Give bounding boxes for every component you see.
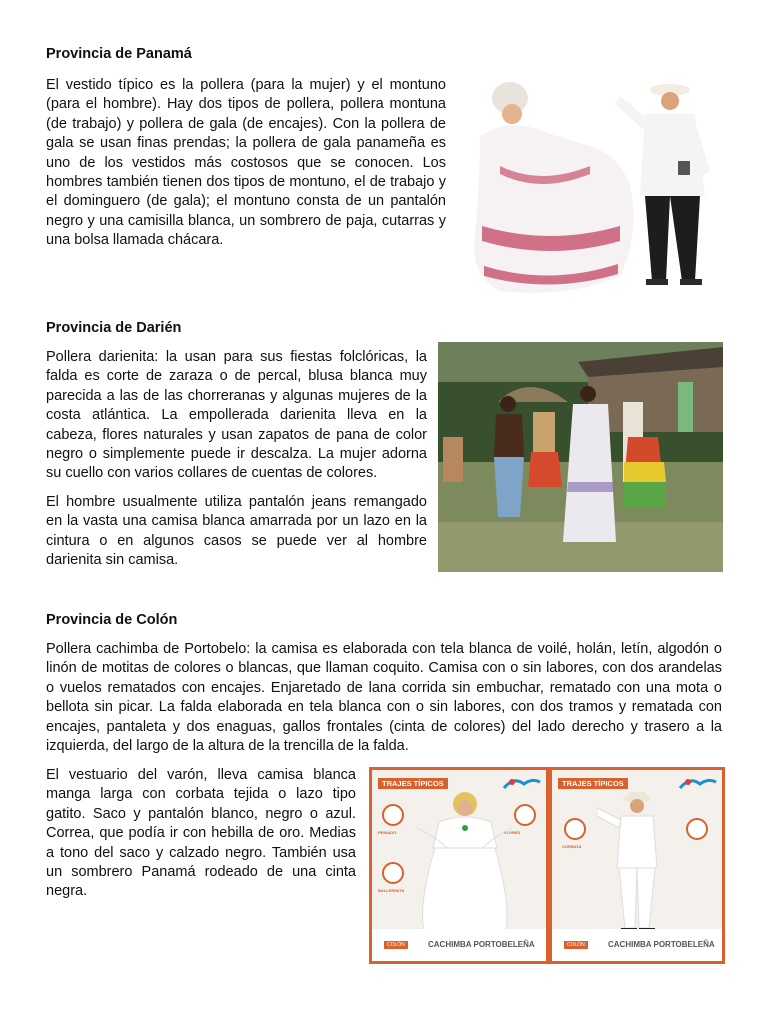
costume-card-woman — [369, 767, 549, 964]
card-header: TRAJES TÍPICOS — [378, 778, 448, 789]
card-footer-label: CACHIMBA PORTOBELEÑA — [428, 940, 535, 949]
woman-figure — [417, 788, 512, 938]
section-title-colon: Provincia de Colón — [46, 612, 178, 628]
panama-dancers-photo — [470, 76, 722, 298]
colon-badge: COLÓN — [384, 941, 408, 949]
detail-circle-tie — [564, 818, 586, 840]
darien-dancers-photo — [438, 342, 723, 572]
colon-paragraph-2: El vestuario del varón, lleva camisa blanca manga larga con corbata tejida o lazo tipo gatito. Saco y pantalón blanco, negro o azul. Correa, que podía ir con hebilla de oro. Medias a tono del saco y calzado negro. También usa un sombrero Panamá rodeado de una cinta negra. — [46, 767, 356, 900]
card-header: TRAJES TÍPICOS — [558, 778, 628, 789]
detail-circle-shoes — [382, 862, 404, 884]
card-footer — [372, 929, 546, 961]
man-figure — [597, 788, 677, 938]
section-title-darien: Provincia de Darién — [46, 320, 182, 336]
costume-card-man — [549, 767, 725, 964]
note-ballerinita: BALLERINITA — [378, 888, 405, 893]
section-title-panama: Provincia de Panamá — [46, 46, 192, 62]
logo-icon — [678, 774, 718, 794]
colon-paragraph-1: Pollera cachimba de Portobelo: la camisa es elaborada con tela blanca de voilé, holán, letín, algodón o linón de motitas de colores o blancas, que llaman coquito. Camisa con o sin labores, con dos arandelas o vuelos rematados con encajes. Enjaretado de lana corrida sin embuchar, rematado con una mota o bellota sin picar. La falda elaborada en tela blanca con o sin labores, con dos tramos y rematada con encajes, pantaleta y dos enaguas, gallos frontales (cinta de colores) del lado derecho y trasero a la izquierda, del largo de la altura de la trencilla de la falda. — [46, 641, 722, 755]
detail-circle-flowers — [514, 804, 536, 826]
darien-paragraph-1: Pollera darienita: la usan para sus fiestas folclóricas, la falda es corte de zaraza o de percal, blusa blanca muy parecida a las de las chorreranas y algunas mujeres de la costa atlántica. La empollerada darienita lleva en la cabeza, flores naturales y usan zapatos de pana de color negro o simplemente puede ir descalza. La mujer adorna su cuello con varios collares de cuentas de colores. — [46, 349, 427, 482]
note-corbata: CORBATA — [562, 844, 582, 849]
darien-paragraph-2: El hombre usualmente utiliza pantalón jeans remangado en la vasta una camisa blanca amarrada por un lazo en la cintura o en algunos casos se puede ver al hombre darienita sin camisa. — [46, 494, 427, 569]
panama-paragraph: El vestido típico es la pollera (para la mujer) y el montuno (para el hombre). Hay dos tipos de pollera, pollera montuna (de trabajo) y pollera de gala (de encajes). Con la pollera de gala se usan finas prendas; la pollera de gala panameña es uno de los vestidos más costosos que se conocen. Los hombres también tienen dos tipos de montuno, el de trabajo y el dominguero (de gala); el montuno consta de un pantalón negro y una camisilla blanca, un sombrero de paja, cutarras y una bolsa llamada chácara. — [46, 77, 446, 249]
card-footer — [552, 929, 722, 961]
note-peinado: PEINADO — [378, 830, 397, 835]
detail-circle-shirt — [686, 818, 708, 840]
note-flores: FLORES — [504, 830, 521, 835]
colon-badge: COLÓN — [564, 941, 588, 949]
detail-circle-hair — [382, 804, 404, 826]
card-footer-label: CACHIMBA PORTOBELEÑA — [608, 940, 715, 949]
